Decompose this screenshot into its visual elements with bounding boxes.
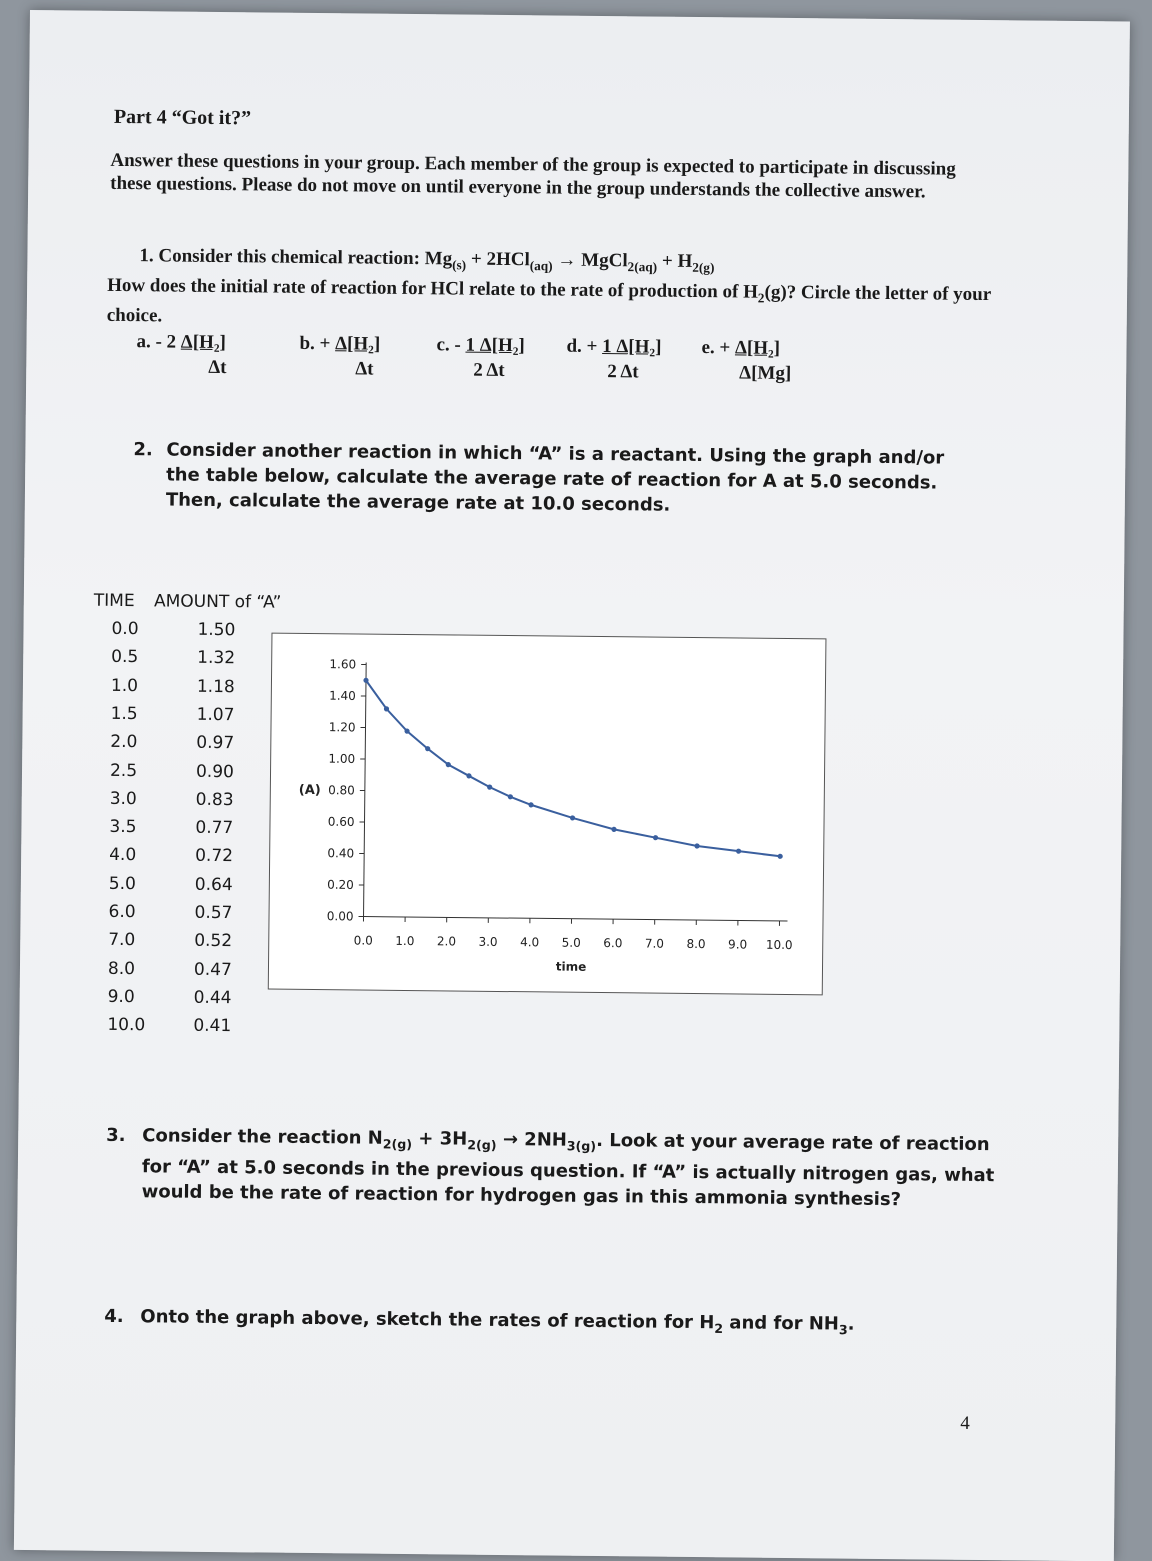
x-axis-label: time [556, 960, 587, 974]
x-tick-label: 10.0 [766, 938, 793, 952]
choice-prefix: - 2 [151, 331, 181, 352]
answer-choices [136, 331, 837, 398]
x-tick-label: 5.0 [562, 936, 581, 950]
x-tick-label: 7.0 [645, 936, 664, 950]
table-row [110, 789, 234, 810]
part-title: Part 4 “Got it?” [114, 106, 251, 130]
q4-h2-sub: 2 [714, 1321, 723, 1336]
q1-hcl: + 2HCl [466, 249, 530, 271]
table-cell-time: 4.0 [109, 845, 195, 866]
choice-label: c. [436, 334, 449, 355]
table-cell-amount: 0.72 [195, 846, 233, 866]
choice-e[interactable] [701, 337, 780, 360]
data-point [570, 815, 575, 820]
x-tick-label: 0.0 [354, 933, 373, 947]
y-tick-label: 0.00 [327, 909, 354, 923]
q3-text [142, 1123, 1017, 1213]
y-tick-label: 1.60 [329, 657, 356, 671]
table-row [111, 704, 235, 725]
table-row [108, 958, 232, 979]
choice-prefix: - [450, 334, 466, 355]
table-cell-amount: 0.47 [194, 959, 232, 979]
choice-label: d. [566, 336, 582, 357]
q1-h2: + H [657, 251, 692, 272]
x-tick-label: 9.0 [728, 937, 747, 951]
choice-denominator: 2 Δt [607, 361, 639, 383]
choice-b[interactable] [299, 333, 380, 356]
choice-label: a. [136, 331, 150, 352]
data-table-header [94, 591, 282, 613]
q1-mgcl-sub: 2(aq) [628, 259, 658, 274]
table-cell-amount: 0.83 [196, 790, 234, 810]
table-row [111, 619, 235, 640]
table-cell-amount: 0.64 [195, 874, 233, 894]
question-4 [104, 1306, 1014, 1339]
rate-graph [268, 633, 827, 996]
table-row [108, 902, 232, 923]
q2-text: Consider another reaction in which “A” is a reactant. Using the graph and/or the table below, calculate the average rate of reaction for A at 5.0 seconds. Then, calculate the average rate at 10.0 seconds. [166, 437, 984, 521]
table-cell-time: 2.5 [110, 760, 196, 781]
table-row [109, 817, 233, 838]
worksheet-page [14, 10, 1130, 1561]
table-row [110, 760, 234, 781]
choice-numerator: 1 Δ[H₂] [602, 336, 662, 358]
data-point [653, 835, 658, 840]
q1-hcl-state: (aq) [530, 258, 553, 273]
table-cell-amount: 0.44 [194, 988, 232, 1008]
table-cell-time: 3.5 [109, 817, 195, 838]
data-point [611, 827, 616, 832]
choice-prefix: + [715, 337, 736, 358]
table-row [109, 874, 233, 895]
q3-text-c: 2NH [524, 1129, 567, 1150]
q1-h2-sub: 2(g) [692, 260, 714, 275]
choice-denominator: Δt [208, 357, 226, 379]
data-point [736, 849, 741, 854]
x-tick-label: 4.0 [520, 935, 539, 949]
y-tick-label: 1.20 [329, 720, 356, 734]
table-row [108, 930, 232, 951]
table-cell-amount: 1.07 [197, 705, 235, 725]
q4-nh3-sub: 3 [839, 1322, 848, 1337]
q4-number: 4. [104, 1306, 124, 1327]
table-cell-time: 9.0 [108, 987, 194, 1008]
x-axis-line [364, 917, 788, 921]
q4-text-a: Onto the graph above, sketch the rates of reaction for H [140, 1306, 714, 1333]
q1-number: 1. [139, 245, 153, 266]
table-cell-time: 2.0 [110, 732, 196, 753]
choice-a[interactable] [136, 331, 226, 354]
choice-numerator: Δ[H₂] [181, 332, 226, 353]
page-number: 4 [960, 1413, 970, 1435]
data-point [778, 854, 783, 859]
q1-reaction-prefix: Consider this chemical reaction: Mg [158, 245, 452, 269]
table-cell-time: 8.0 [108, 958, 194, 979]
table-cell-time: 7.0 [108, 930, 194, 951]
y-tick-label: 0.20 [327, 878, 354, 892]
choice-label: b. [299, 333, 315, 354]
y-tick-label: 1.40 [329, 689, 356, 703]
table-cell-amount: 0.57 [194, 903, 232, 923]
question-2 [133, 437, 984, 521]
choice-label: e. [701, 337, 714, 358]
table-cell-amount: 1.18 [197, 676, 235, 696]
q3-h2-sub: 2(g) [467, 1137, 496, 1152]
table-cell-time: 0.0 [111, 619, 197, 640]
intro-paragraph: Answer these questions in your group. Each member of the group is expected to participate in discussing these questions. Please do not move on until everyone in the group understands the collective answer. [110, 149, 970, 204]
x-tick-label: 6.0 [603, 936, 622, 950]
q3-nh3-sub: 3(g) [567, 1138, 596, 1153]
data-table [30, 10, 1130, 22]
choice-denominator: 2 Δt [473, 360, 505, 382]
table-row [108, 987, 232, 1008]
data-point [694, 843, 699, 848]
question-3 [106, 1123, 1017, 1213]
q4-text [140, 1306, 854, 1334]
chart-svg [269, 634, 826, 995]
table-row [107, 1015, 231, 1036]
table-cell-amount: 0.77 [195, 818, 233, 838]
y-tick-label: 0.60 [328, 815, 355, 829]
q1-arrow: → [553, 249, 582, 270]
y-tick-label: 0.40 [327, 846, 354, 860]
table-cell-time: 10.0 [107, 1015, 193, 1036]
y-tick-label: 0.80 [328, 783, 355, 797]
choice-prefix: + [315, 333, 336, 354]
table-row [110, 732, 234, 753]
table-cell-amount: 0.97 [196, 733, 234, 753]
q4-text-b: and for NH [723, 1312, 839, 1334]
table-row [111, 675, 235, 696]
q1-question-sub: 2 [758, 290, 765, 305]
q3-arrow: → [496, 1129, 524, 1150]
table-cell-amount: 0.90 [196, 761, 234, 781]
choice-denominator: Δt [355, 358, 373, 380]
q1-mgcl: MgCl [581, 250, 628, 271]
q3-text-a: Consider the reaction N [142, 1125, 383, 1149]
y-axis-line [364, 663, 367, 917]
question-1 [107, 244, 1028, 337]
table-cell-amount: 1.50 [197, 620, 235, 640]
table-cell-time: 3.0 [110, 789, 196, 810]
q3-text-b: + 3H [412, 1128, 467, 1150]
table-cell-time: 1.5 [111, 704, 197, 725]
table-cell-time: 5.0 [109, 874, 195, 895]
x-tick-label: 8.0 [686, 937, 705, 951]
data-point [528, 802, 533, 807]
choice-numerator: Δ[H₂] [735, 337, 780, 358]
table-cell-amount: 0.52 [194, 931, 232, 951]
table-cell-time: 6.0 [108, 902, 194, 923]
y-axis-label: (A) [299, 783, 321, 798]
choice-prefix: + [582, 336, 603, 357]
x-tick-label: 1.0 [395, 934, 414, 948]
choice-denominator: Δ[Mg] [739, 362, 791, 385]
table-cell-amount: 1.32 [197, 648, 235, 668]
x-tick-label: 2.0 [437, 934, 456, 948]
choice-c[interactable] [436, 334, 525, 357]
q1-question-b: (g)? Circle the letter of your choice. [107, 282, 991, 326]
x-tick-label: 3.0 [478, 935, 497, 949]
table-header-time: TIME [94, 591, 135, 611]
table-row [111, 647, 235, 668]
series-line-A [364, 680, 782, 856]
table-row [109, 845, 233, 866]
table-cell-time: 0.5 [111, 647, 197, 668]
q4-text-c: . [848, 1314, 855, 1335]
table-cell-amount: 0.41 [193, 1016, 231, 1036]
q1-question-a: How does the initial rate of reaction for HCl relate to the rate of production of H [107, 275, 758, 303]
choice-numerator: Δ[H₂] [335, 333, 380, 354]
q2-number: 2. [133, 437, 153, 462]
choice-numerator: 1 Δ[H₂] [465, 335, 525, 357]
q3-n2-sub: 2(g) [383, 1136, 412, 1151]
q3-number: 3. [106, 1123, 126, 1148]
q1-mg-state: (s) [452, 257, 466, 272]
choice-d[interactable] [566, 336, 661, 359]
y-tick-label: 1.00 [328, 752, 355, 766]
table-header-amount: AMOUNT of “A” [154, 591, 282, 612]
q3-text-d: . Look at your average rate of reaction for “A” at 5.0 seconds in the previous question. If “A” is actually nitrogen gas, what would be the rate of reaction for hydrogen gas in this ammonia synthesis? [142, 1130, 995, 1210]
table-cell-time: 1.0 [111, 675, 197, 696]
